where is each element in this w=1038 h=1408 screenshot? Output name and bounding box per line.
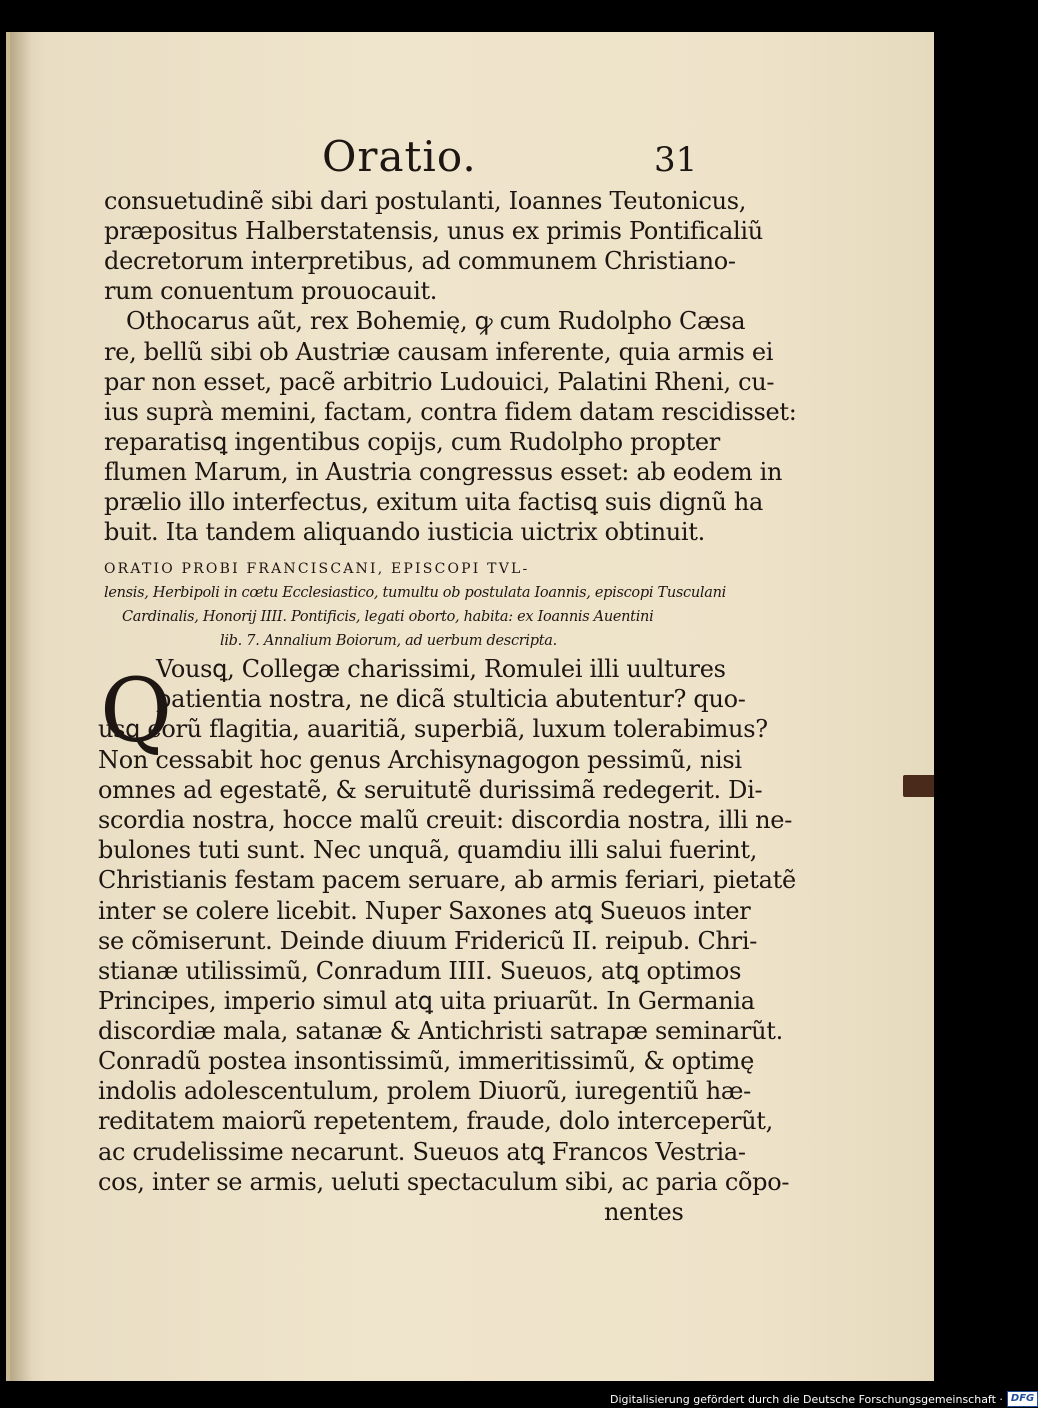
text-line: Principes, imperio simul atꝗ uita priuarũt. In Germania	[98, 987, 755, 1015]
drop-cap: Q	[100, 659, 173, 762]
text-line: cos, inter se armis, ueluti spectaculum sibi, ac paria cõpo-	[98, 1168, 790, 1196]
text-line: reparatisꝗ ingentibus copijs, cum Rudolpho propter	[104, 428, 720, 456]
text-line: inter se colere licebit. Nuper Saxones atꝗ Sueuos inter	[98, 897, 751, 925]
text-line: Vousꝗ, Collegæ charissimi, Romulei illi uultures	[156, 655, 726, 683]
section-heading: ORATIO PROBI FRANCISCANI, EPISCOPI TVL-	[104, 561, 530, 577]
text-line: omnes ad egestatẽ, & seruitutẽ durissimã redegerit. Di-	[98, 776, 763, 804]
text-line: patientia nostra, ne dicã stulticia abutentur? quo-	[156, 685, 746, 713]
text-line: Christianis festam pacem seruare, ab armis feriari, pietatẽ	[98, 866, 796, 894]
footer-credit	[610, 1391, 1038, 1407]
text-line: ac crudelissime necarunt. Sueuos atꝗ Francos Vestria-	[98, 1138, 746, 1166]
text-line: Non cessabit hoc genus Archisynagogon pessimũ, nisi	[98, 746, 742, 774]
page-tab-marker	[903, 775, 934, 797]
text-line: usꝗ eorũ flagitia, auaritiã, superbiã, luxum tolerabimus?	[98, 715, 768, 743]
text-line: par non esset, pacẽ arbitrio Ludouici, Palatini Rheni, cu-	[104, 368, 775, 396]
text-line: scordia nostra, hocce malũ creuit: discordia nostra, illi ne-	[98, 806, 793, 834]
page-number: 31	[654, 140, 698, 180]
dfg-logo: DFG	[1007, 1391, 1038, 1407]
text-line: præpositus Halberstatensis, unus ex primis Pontificaliũ	[104, 217, 763, 245]
text-line: stianæ utilissimũ, Conradum IIII. Sueuos, atꝗ optimos	[98, 957, 742, 985]
text-line: se cõmiserunt. Deinde diuum Fridericũ II. reipub. Chri-	[98, 927, 758, 955]
text-line: prælio illo interfectus, exitum uita factisꝗ suis dignũ ha	[104, 488, 764, 516]
running-head: Oratio.	[322, 132, 477, 181]
text-line: re, bellũ sibi ob Austriæ causam inferente, quia armis ei	[104, 338, 774, 366]
text-line: consuetudinẽ sibi dari postulanti, Ioannes Teutonicus,	[104, 187, 747, 215]
text-line: indolis adolescentulum, prolem Diuorũ, iuregentiũ hæ-	[98, 1077, 751, 1105]
catchword: nentes	[604, 1198, 684, 1226]
page-gutter-shadow	[10, 32, 32, 1381]
text-line: ius suprà memini, factam, contra fidem datam rescidisset:	[104, 398, 797, 426]
section-subheading-line: Cardinalis, Honorij IIII. Pontificis, legati oborto, habita: ex Ioannis Auentini	[122, 609, 654, 625]
text-line: decretorum interpretibus, ad communem Christiano-	[104, 247, 736, 275]
section-subheading-line: lib. 7. Annalium Boiorum, ad uerbum descripta.	[220, 633, 557, 649]
text-line: Conradũ postea insontissimũ, immeritissimũ, & optimę	[98, 1047, 755, 1075]
text-line: bulones tuti sunt. Nec unquã, quamdiu illi salui fuerint,	[98, 836, 758, 864]
book-page	[6, 32, 934, 1381]
text-line: reditatem maiorũ repetentem, fraude, dolo interceperũt,	[98, 1107, 773, 1135]
text-line: rum conuentum prouocauit.	[104, 277, 438, 305]
text-line: buit. Ita tandem aliquando iusticia uictrix obtinuit.	[104, 518, 705, 546]
text-line: Othocarus aũt, rex Bohemię, ꝙ cum Rudolpho Cæsa	[126, 307, 746, 335]
text-line: discordiæ mala, satanæ & Antichristi satrapæ seminarũt.	[98, 1017, 783, 1045]
footer-credit-text: Digitalisierung gefördert durch die Deutsche Forschungsgemeinschaft ·	[610, 1392, 1003, 1406]
section-subheading-line: lensis, Herbipoli in cœtu Ecclesiastico, tumultu ob postulata Ioannis, episcopi Tusculani	[104, 585, 726, 601]
text-line: flumen Marum, in Austria congressus esset: ab eodem in	[104, 458, 783, 486]
